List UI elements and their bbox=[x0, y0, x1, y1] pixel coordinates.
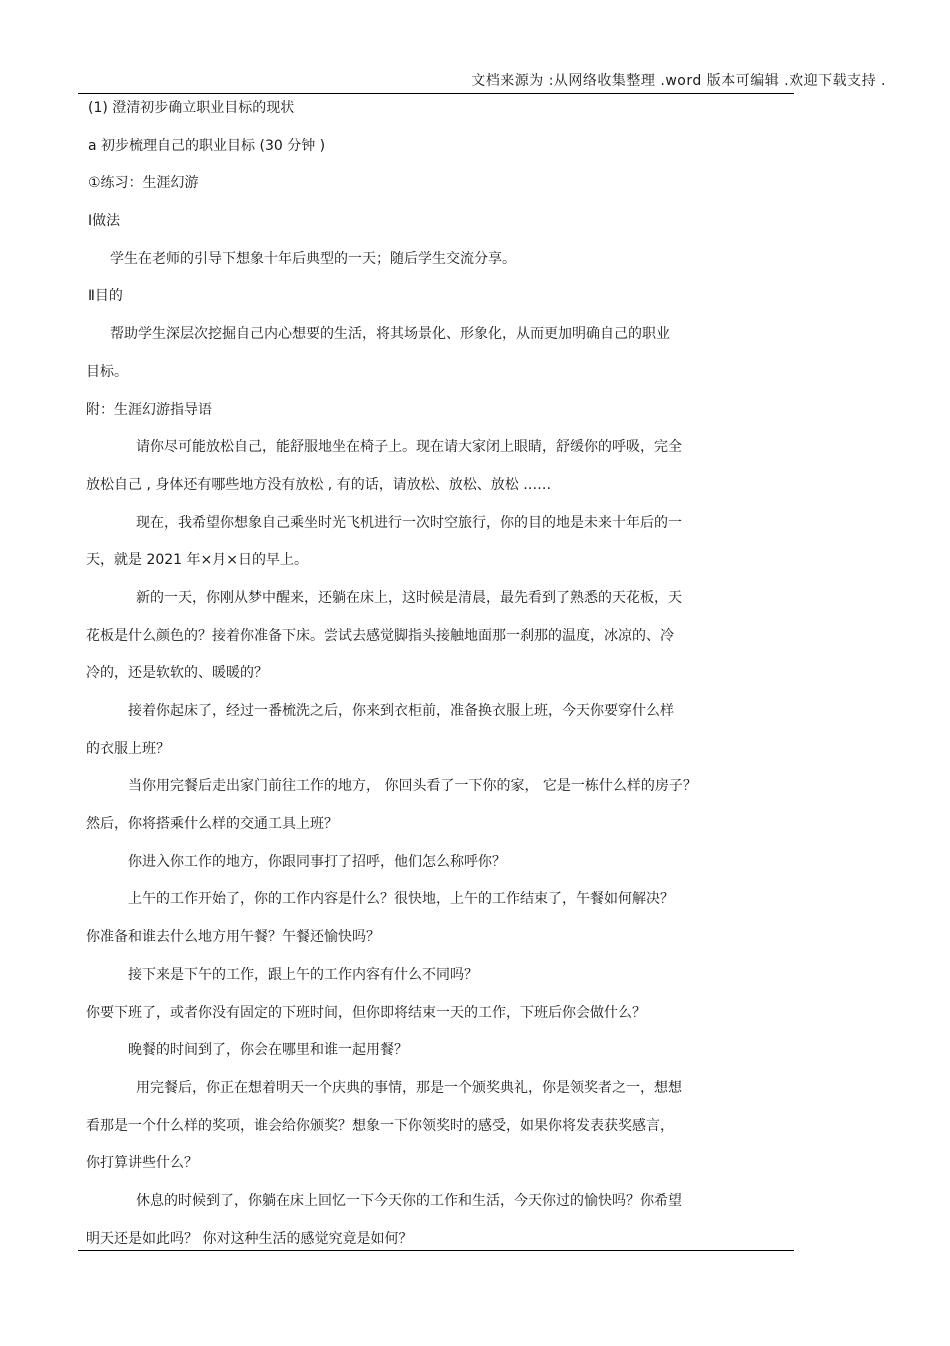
purpose-text-line: 目标。 bbox=[86, 363, 128, 380]
guide-paragraph-line: 放松自己 , 身体还有哪些地方没有放松 , 有的话，请放松、放松、放松 …… bbox=[86, 476, 552, 493]
guide-paragraph-line: 你进入你工作的地方，你跟同事打了招呼，他们怎么称呼你？ bbox=[128, 853, 506, 870]
method-heading: Ⅰ做法 bbox=[88, 213, 121, 230]
footer-rule bbox=[78, 1250, 794, 1251]
guide-paragraph-line: 现在，我希望你想象自己乘坐时光飞机进行一次时空旅行，你的目的地是未来十年后的一 bbox=[136, 514, 682, 531]
header-source-note: 文档来源为 :从网络收集整理 .word 版本可编辑 .欢迎下载支持 . bbox=[471, 73, 886, 89]
document-body bbox=[86, 90, 786, 1258]
guide-paragraph-line: 请你尽可能放松自己，能舒服地坐在椅子上。现在请大家闭上眼睛，舒缓你的呼吸，完全 bbox=[136, 439, 682, 456]
guide-paragraph-line: 用完餐后，你正在想着明天一个庆典的事情，那是一个颁奖典礼，你是领奖者之一，想想 bbox=[136, 1079, 682, 1096]
guide-paragraph-line: 上午的工作开始了，你的工作内容是什么？很快地，上午的工作结束了，午餐如何解决？ bbox=[128, 891, 674, 908]
guide-paragraph-line: 你准备和谁去什么地方用午餐？午餐还愉快吗？ bbox=[86, 929, 380, 946]
guide-paragraph-line: 新的一天，你刚从梦中醒来，还躺在床上，这时候是清晨，最先看到了熟悉的天花板，天 bbox=[136, 589, 682, 606]
guide-paragraph-line: 休息的时候到了，你躺在床上回忆一下今天你的工作和生活，今天你过的愉快吗？你希望 bbox=[136, 1192, 682, 1209]
exercise-title: ①练习：生涯幻游 bbox=[88, 175, 199, 192]
guide-paragraph-line: 接下来是下午的工作，跟上午的工作内容有什么不同吗？ bbox=[128, 966, 478, 983]
section-heading: (1) 澄清初步确立职业目标的现状 bbox=[88, 100, 295, 116]
guide-paragraph-line: 当你用完餐后走出家门前往工作的地方， 你回头看了一下你的家， 它是一栋什么样的房子？ bbox=[128, 778, 697, 795]
subsection-heading: a 初步梳理自己的职业目标 (30 分钟 ) bbox=[88, 137, 326, 154]
guide-paragraph-line: 你打算讲些什么？ bbox=[86, 1155, 198, 1172]
guide-paragraph-line: 晚餐的时间到了，你会在哪里和谁一起用餐？ bbox=[128, 1042, 408, 1059]
guide-paragraph-line: 花板是什么颜色的？接着你准备下床。尝试去感觉脚指头接触地面那一刹那的温度，冰凉的、冷 bbox=[86, 627, 674, 644]
guide-paragraph-line: 的衣服上班？ bbox=[86, 740, 170, 757]
appendix-heading: 附：生涯幻游指导语 bbox=[86, 401, 212, 418]
guide-paragraph-line: 冷的，还是软软的、暖暖的？ bbox=[86, 665, 268, 682]
purpose-text-line: 帮助学生深层次挖掘自己内心想要的生活，将其场景化、形象化，从而更加明确自己的职业 bbox=[110, 326, 670, 343]
guide-paragraph-line: 看那是一个什么样的奖项，谁会给你颁奖？想象一下你领奖时的感受，如果你将发表获奖感言， bbox=[86, 1117, 674, 1134]
method-text: 学生在老师的引导下想象十年后典型的一天；随后学生交流分享。 bbox=[110, 250, 516, 267]
guide-paragraph-line: 明天还是如此吗？ 你对这种生活的感觉究竟是如何？ bbox=[86, 1230, 413, 1247]
guide-paragraph-line: 天，就是 2021 年×月×日的早上。 bbox=[86, 552, 308, 569]
guide-paragraph-line: 然后，你将搭乘什么样的交通工具上班？ bbox=[86, 816, 338, 833]
guide-paragraph-line: 你要下班了，或者你没有固定的下班时间，但你即将结束一天的工作，下班后你会做什么？ bbox=[86, 1004, 646, 1021]
guide-paragraph-line: 接着你起床了，经过一番梳洗之后，你来到衣柜前，准备换衣服上班，今天你要穿什么样 bbox=[128, 703, 674, 719]
purpose-heading: Ⅱ目的 bbox=[88, 288, 123, 305]
